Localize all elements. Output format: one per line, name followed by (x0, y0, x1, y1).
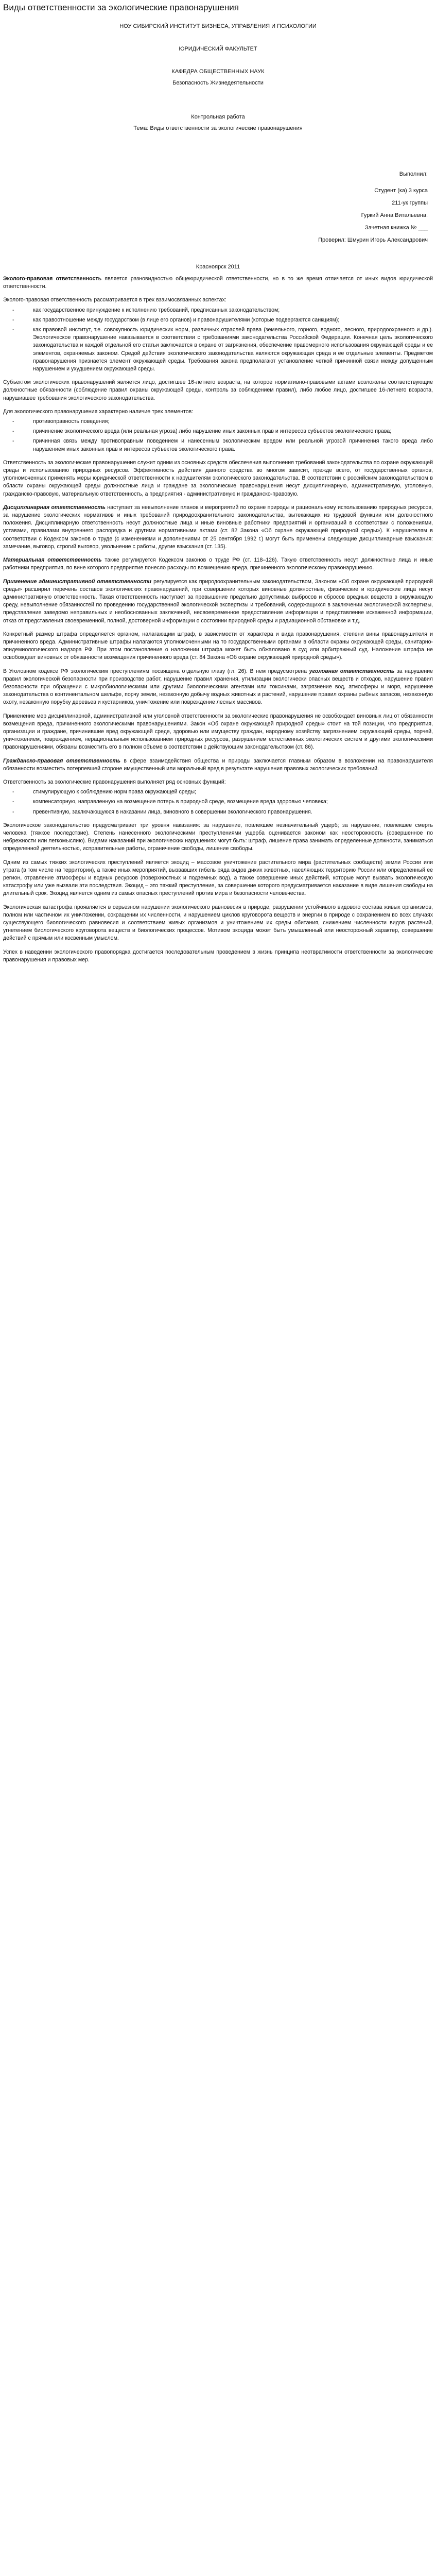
work-type: Контрольная работа (191, 114, 245, 120)
work-topic: Тема: Виды ответственности за экологические правонарушения (133, 125, 303, 131)
document-body (3, 275, 433, 964)
paragraph-1: Эколого-правовая ответственность является разновидностью общеюридической ответственности, но в то же время отличается от иных видов юридической ответственности. (3, 276, 433, 290)
paragraph-11: Применение мер дисциплинарной, административной или уголовной ответственности за экологические правонарушения не освобождает виновных лиц от обязанности возмещения вреда, причиненного экологическими правонарушениями. Закон «Об охране окружающей природной среды» стоит на той позиции, что предприятия, организации и граждане, причинившие вред окружающей среде, здоровью или имуществу граждан, народному хозяйству загрязнением окружающей среды, порчей, уничтожением, повреждением, нерациональным использованием природных ресурсов, разрушением естественных экологических систем и другими экологическими правонарушениями, обязаны возместить его в полном объеме в соответствии с действующим законодательством (ст. 86). (3, 713, 433, 751)
term-disciplinary: Дисциплинарная ответственность (3, 504, 106, 511)
document-page (0, 2, 436, 982)
term-criminal: уголовная ответственность (309, 668, 395, 674)
list-item: - причинная связь между противоправным поведением и нанесенным экологическим вредом или реальной угрозой причинения такого вреда либо нарушением иных законных прав и интересов субъектов экологического права. (12, 438, 433, 452)
author-course: Студент (ка) 3 курса (374, 188, 428, 194)
author-group: 211-ук группы (392, 200, 428, 206)
term-civil: Гражданско-правовая ответственность (3, 757, 121, 764)
subject-name: Безопасность Жизнедеятельности (172, 80, 264, 86)
list-item: - противоправность поведения; (12, 418, 110, 425)
author-record-book: Зачетная книжка № ___ (364, 225, 428, 231)
paragraph-9: Конкретный размер штрафа определяется органом, налагающим штраф, в зависимости от характера и вида правонарушения, степени вины правонарушителя и причиненного вреда. Административные штрафы налагаются уполномоченными на то государственными органами в области охраны окружающей среды, санитарно-эпидемиологического надзора РФ. При этом постановление о наложении штрафа может быть обжаловано в суд или арбитражный суд. Наложение штрафа не освобождает виновных от обязанности возмещения причиненного вреда (ст. 84 Закона «Об охране окружающей природной среды»). (3, 631, 433, 661)
paragraph-10: В Уголовном кодексе РФ экологическим преступлениям посвящена отдельную главу (гл. 26). В нем предусмотрена уголовная ответственность за нарушение правил экологической безопасности при производстве работ, нарушение правил хранения, утилизации экологически опасных веществ и отходов, нарушение правил безопасности при обращении с микробиологическими или другими биологическими агентами или токсинами, загрязнение вод, атмосферы и моря, нарушение законодательства о континентальном шельфе, порчу земли, незаконную добычу водных животных и растений, нарушение правил охраны рыбных запасов, незаконную охоту, незаконную порубку деревьев и кустарников, уничтожение или повреждение лесных массивов. (3, 668, 433, 706)
author-block (3, 168, 428, 246)
term-ecological-liability: Эколого-правовая ответственность (3, 276, 102, 282)
paragraph-17: Успех в наведении экологического правопорядка достигается последовательным проведением в жизнь принципа неотвратимости ответственности за экологические правонарушения и правовых мер. (3, 948, 433, 963)
paragraph-2: Эколого-правовая ответственность рассматривается в трех взаимосвязанных аспектах: (3, 297, 226, 303)
author-name: Гуркий Анна Витальевна. (361, 212, 428, 218)
paragraph-4: Для экологического правонарушения характерно наличие трех элементов: (3, 408, 194, 415)
list-item: - стимулирующую к соблюдению норм права окружающей среды; (12, 789, 197, 795)
author-checked-by: Проверил: Шмурин Игорь Александрович (318, 237, 428, 243)
paragraph-7: Материальная ответственность также регулируется Кодексом законов о труде РФ (ст. 118–126). Такую ответственность несут должностные лица и иные работники предприятия, по вине которого предприятие понесло расходы по возмещению вреда, причиненного экологическому правонарушению. (3, 557, 433, 571)
list-item: - компенсаторную, направленную на возмещение потерь в природной среде, возмещение вреда здоровью человека; (12, 799, 328, 805)
paragraph-16: Экологическая катастрофа проявляется в серьезном нарушении экологического равновесия в природе, разрушении устойчивого видового состава живых организмов, полном или частичном их уничтожении, сокращении их численности, и нарушением циклов круговорота веществ и энергии в природе с сохранением во всех случаях существующего биологического равновесия и соответствием живых организмов и уничтожением их среды обитания, снижением численности видов растений, угнетением биологического круговорота веществ и биологических процессов. Мотивом экоцида может быть умышленный или неосторожный характер, совершение действий с прямым или косвенным умыслом. (3, 904, 433, 942)
title-page-header (3, 21, 433, 134)
list-item: - как государственное принуждение к исполнению требований, предписанных законодательством; (12, 307, 280, 313)
document-title: Виды ответственности за экологические правонарушения (3, 3, 239, 12)
paragraph-13: Ответственность за экологические правонарушения выполняет ряд основных функций: (3, 778, 226, 785)
city-year: Красноярск 2011 (196, 264, 240, 270)
paragraph-3: Субъектом экологических правонарушений является лицо, достигшее 16-летнего возраста, на которое нормативно-правовыми актами возложены соответствующие должностные обязанности (соблюдение правил охраны окружающей среды, контроль за соблюдением правил), либо любое лицо, достигшее 16-летнего возраста, нарушившее требования экологического законодательства. (3, 379, 433, 401)
list-item: - причинение экологического вреда (или реальная угроза) либо нарушение иных законных прав и интересов субъектов экологического права; (12, 428, 392, 435)
list-item: - превентивную, заключающуюся в наказании лица, виновного в совершении экологического правонарушения. (12, 808, 312, 815)
list-item: - как правоотношение между государством (в лице его органов) и правонарушителями (которые подвергаются санкциям); (12, 316, 340, 323)
paragraph-5: Ответственность за экологические правонарушения служит одним из основных средств обеспечения выполнения требований законодательства по охране окружающей среды и использованию природных ресурсов. Эффективность действия данного средства во многом зависит, прежде всего, от государственных органов, уполномоченных применять меры юридической ответственности к нарушителям экологического законодательства. В соответствии с российским законодательством в области охраны окружающей среды должностные лица и граждане за экологические правонарушения несут дисциплинарную, административную, уголовную, гражданско-правовую, материальную ответственность, а предприятия - административную и гражданско-правовую. (3, 459, 433, 497)
author-performed: Выполнил: (399, 171, 428, 177)
paragraph-14: Экологическое законодательство предусматривает три уровня наказания: за нарушение, повлекшее незначительный ущерб; за нарушение, повлекшее смерть человека (тяжкое последствие). Степень нанесенного экологическими преступлениями ущерба оценивается законом как неосторожность (совершенное по небрежности или легкомыслию). Видами наказаний при экологических нарушениях могут быть: штраф, лишение права занимать определенные должности, заниматься определенной деятельностью, исправительные работы, ограничение свободы, лишение свободы. (3, 822, 433, 852)
term-administrative: Применение административной ответственности (3, 578, 152, 585)
paragraph-6: Дисциплинарная ответственность наступает за невыполнение планов и мероприятий по охране природы и рациональному использованию природных ресурсов, за нарушение экологических нормативов и иных требований природоохранительного законодательства, вытекающих из трудовой функции или должностного положения. Дисциплинарную ответственность несут должностные лица и иные виновные работники предприятий и организаций в соответствии с положениями, уставами, правилами внутреннего распорядка и другими нормативными актами (ст. 82 Закона «Об охране окружающей природной среды»). К нарушителям в соответствии с Кодексом законов о труде (с изменениями и дополнениями от 25 сентября 1992 г.) могут быть применены следующие дисциплинарные взыскания: замечание, выговор, строгий выговор, увольнение с работы, другие взыскания (ст. 135). (3, 504, 433, 550)
paragraph-12: Гражданско-правовая ответственность в сфере взаимодействия общества и природы заключается главным образом в возложении на правонарушителя обязанности возместить потерпевшей стороне имущественный или моральный вред в результате нарушения правовых экологических требований. (3, 757, 433, 772)
department-name: КАФЕДРА ОБЩЕСТВЕННЫХ НАУК (171, 69, 265, 75)
list-item: - как правовой институт, т.е. совокупность юридических норм, различных отраслей права (земельного, горного, водного, лесного, природоохранного и др.). Экологическое правонарушение наказывается в соответствии с требованиями законодательства Российской Федерации. Конечная цель экологического законодательства и каждой отдельной его статьи заключается в охране от загрязнения, обеспечение правомерного использования окружающей среды и ее элементов, охраняемых законом. Средой действия экологического законодательства являются окружающая среда и ее отдельные элементы. Предметом правонарушения признается элемент окружающей среды. Требования закона предполагают установление четкой причинной связи между допущенным нарушением и ухудшением окружающей среды. (12, 327, 433, 372)
institute-name: НОУ СИБИРСКИЙ ИНСТИТУТ БИЗНЕСА, УПРАВЛЕНИЯ И ПСИХОЛОГИИ (119, 23, 317, 29)
term-material: Материальная ответственность (3, 557, 102, 564)
paragraph-15: Одним из самых тяжких экологических преступлений является экоцид – массовое уничтожение растительного мира (растительных сообществ) земли России или утрата (в том числе на территории), а также иных мероприятий, вызвавших гибель ряда видов диких животных, населяющих территорию России или определенный ее регион, отравление атмосферы и водных ресурсов (поверхностных и подземных вод), а также совершение иных действий, которые могут вызвать экологическую катастрофу или уже вызвали эти последствия. Экоцид – это тяжкий преступление, за совершение которого предусматривается наказание в виде лишения свободы на длительный срок. Экоцид является одним из самых опасных преступлений против мира и безопасности человечества. (3, 859, 433, 897)
faculty-name: ЮРИДИЧЕСКИЙ ФАКУЛЬТЕТ (179, 46, 257, 52)
paragraph-8: Применение административной ответственности регулируется как природоохранительным законодательством, Законом «Об охране окружающей природной среды» расширил перечень составов экологических правонарушений, при совершении которых виновные должностные, физические и юридические лица несут административную ответственность. Такая ответственность наступает за превышение предельно допустимых выбросов и сбросов вредных веществ в окружающую среду, невыполнение обязанностей по проведению государственной экологической экспертизы и требований, содержащихся в заключении экологической экспертизы, представление заведомо неправильных и необоснованных заключений, несвоевременное предоставление информации и представление искаженной информации, отказ от представления своевременной, полной, достоверной информации о состоянии природной среды и радиационной обстановке и т.д. (3, 578, 433, 624)
